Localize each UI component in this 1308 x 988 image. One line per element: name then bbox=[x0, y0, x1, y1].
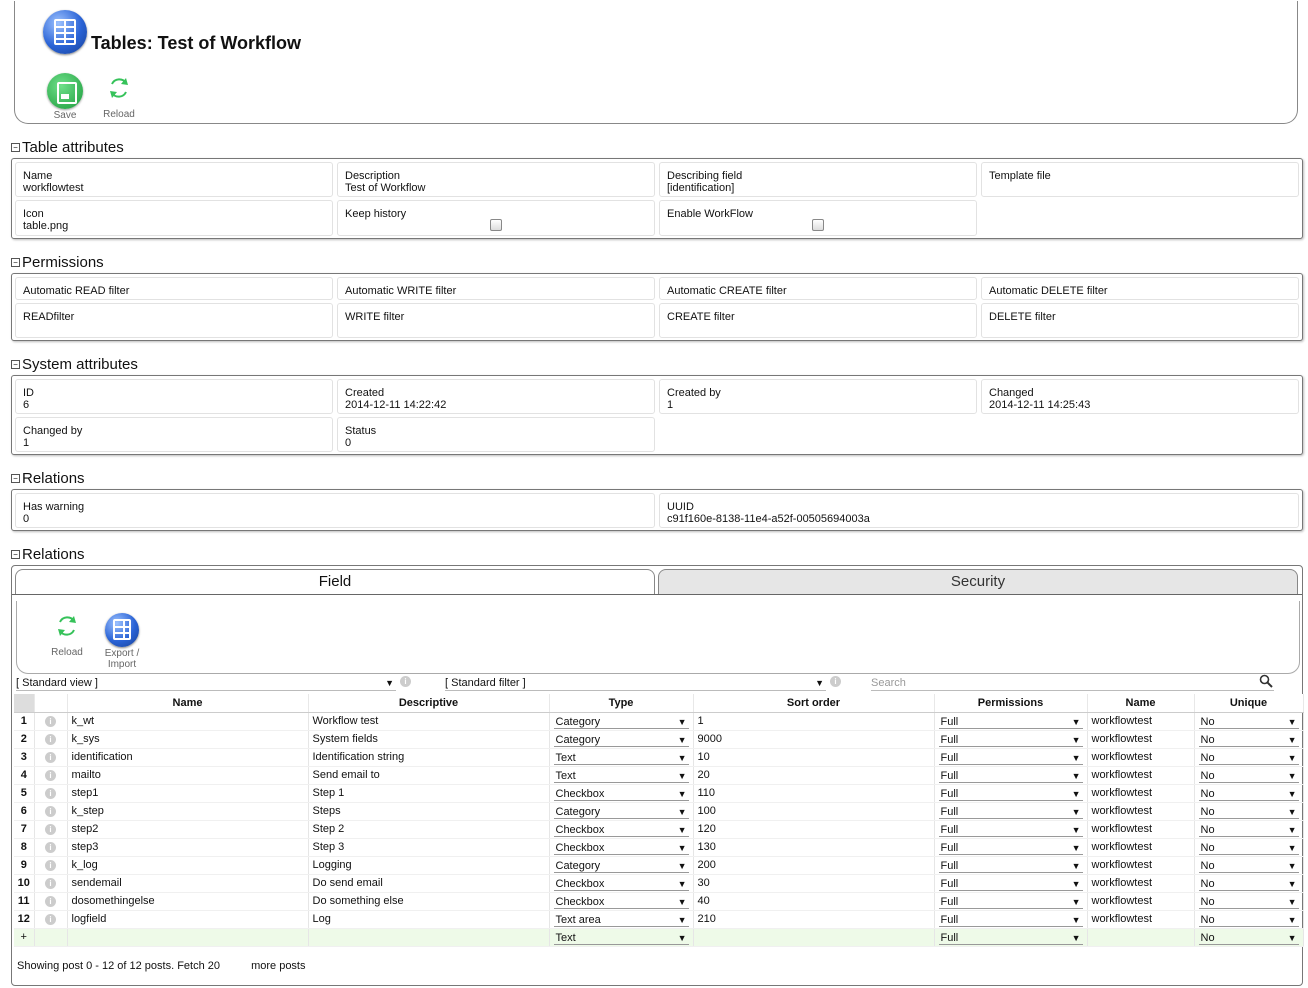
table-row[interactable] bbox=[14, 766, 1303, 784]
relations-panel bbox=[11, 489, 1303, 531]
chevron-down-icon: ▼ bbox=[1287, 897, 1297, 907]
field-name-cell[interactable]: k_log bbox=[67, 856, 308, 874]
permissions-select[interactable]: Full ▼ bbox=[934, 820, 1087, 838]
has-warning-field: Has warning 0 bbox=[15, 493, 655, 528]
row-info-icon[interactable]: i bbox=[45, 842, 56, 853]
row-info-icon[interactable]: i bbox=[45, 788, 56, 799]
grid-reload-label: Reload bbox=[51, 647, 83, 658]
row-number: 2 bbox=[14, 730, 34, 748]
filter-select[interactable]: [ Standard filter ] ▼ bbox=[445, 677, 824, 689]
chevron-down-icon: ▼ bbox=[1287, 861, 1297, 871]
chevron-down-icon: ▼ bbox=[1071, 915, 1081, 925]
collapse-icon[interactable]: − bbox=[11, 550, 20, 559]
unique-select[interactable]: No ▼ bbox=[1194, 802, 1303, 820]
chevron-down-icon: ▼ bbox=[1287, 735, 1297, 745]
created-by-field: Created by 1 bbox=[659, 379, 977, 414]
row-number: 10 bbox=[14, 874, 34, 892]
table-name-cell: workflowtest bbox=[1087, 820, 1194, 838]
auto-read-filter[interactable]: Automatic READ filter bbox=[15, 277, 333, 300]
row-number: 9 bbox=[14, 856, 34, 874]
add-row-marker: + bbox=[14, 928, 34, 946]
sort-order-cell[interactable]: 30 bbox=[693, 874, 934, 892]
field-name-cell[interactable]: step2 bbox=[67, 820, 308, 838]
row-number: 11 bbox=[14, 892, 34, 910]
read-filter[interactable]: READfilter bbox=[15, 303, 333, 338]
sort-order-cell[interactable]: 130 bbox=[693, 838, 934, 856]
chevron-down-icon: ▼ bbox=[1287, 843, 1297, 853]
chevron-down-icon: ▼ bbox=[677, 753, 687, 763]
reload-icon bbox=[106, 75, 132, 101]
enable-workflow-checkbox[interactable] bbox=[812, 219, 824, 231]
permissions-select[interactable]: Full ▼ bbox=[934, 748, 1087, 766]
table-header bbox=[14, 694, 1303, 712]
template-file-field[interactable]: Template file bbox=[981, 162, 1299, 197]
created-field: Created 2014-12-11 14:22:42 bbox=[337, 379, 655, 414]
search-icon[interactable] bbox=[1259, 674, 1273, 688]
col-name-header[interactable]: Name bbox=[67, 694, 308, 712]
col-type-header[interactable]: Type bbox=[549, 694, 693, 712]
chevron-down-icon: ▼ bbox=[677, 825, 687, 835]
chevron-down-icon: ▼ bbox=[1287, 717, 1297, 727]
chevron-down-icon: ▼ bbox=[677, 717, 687, 727]
sort-order-cell[interactable]: 9000 bbox=[693, 730, 934, 748]
row-info-icon[interactable]: i bbox=[45, 752, 56, 763]
type-select[interactable]: Category ▼ bbox=[549, 856, 693, 874]
grid-footer bbox=[17, 960, 306, 972]
permissions-select[interactable]: Full ▼ bbox=[934, 856, 1087, 874]
table-name-cell: workflowtest bbox=[1087, 838, 1194, 856]
type-select[interactable]: Checkbox ▼ bbox=[549, 838, 693, 856]
view-info-icon[interactable]: i bbox=[400, 676, 411, 687]
chevron-down-icon: ▼ bbox=[1071, 717, 1081, 727]
reload-button[interactable] bbox=[99, 73, 139, 120]
chevron-down-icon: ▼ bbox=[1287, 807, 1297, 817]
permissions-select[interactable]: Full ▼ bbox=[934, 838, 1087, 856]
field-name-cell[interactable]: mailto bbox=[67, 766, 308, 784]
auto-write-filter[interactable]: Automatic WRITE filter bbox=[337, 277, 655, 300]
unique-select[interactable]: No ▼ bbox=[1194, 712, 1303, 730]
chevron-down-icon: ▼ bbox=[677, 879, 687, 889]
type-select[interactable]: Text area ▼ bbox=[549, 910, 693, 928]
type-select[interactable]: Checkbox ▼ bbox=[549, 784, 693, 802]
chevron-down-icon: ▼ bbox=[677, 789, 687, 799]
field-name-cell[interactable]: dosomethingelse bbox=[67, 892, 308, 910]
keep-history-checkbox[interactable] bbox=[490, 219, 502, 231]
type-select[interactable]: Category ▼ bbox=[549, 802, 693, 820]
new-name-cell[interactable] bbox=[67, 928, 308, 946]
chevron-down-icon: ▼ bbox=[1071, 879, 1081, 889]
collapse-icon[interactable]: − bbox=[11, 474, 20, 483]
description-field[interactable]: Description Test of Workflow bbox=[337, 162, 655, 197]
chevron-down-icon: ▼ bbox=[677, 861, 687, 871]
save-label: Save bbox=[53, 110, 77, 121]
field-descriptive-cell[interactable]: Step 3 bbox=[308, 838, 549, 856]
save-icon bbox=[47, 73, 83, 109]
chevron-down-icon: ▼ bbox=[1287, 753, 1297, 763]
unique-select[interactable]: No ▼ bbox=[1194, 838, 1303, 856]
row-info-icon[interactable]: i bbox=[45, 770, 56, 781]
describing-field[interactable]: Describing field [identification] bbox=[659, 162, 977, 197]
field-name-cell[interactable]: step1 bbox=[67, 784, 308, 802]
chevron-down-icon: ▼ bbox=[385, 678, 394, 688]
select-all-header[interactable] bbox=[14, 694, 34, 712]
table-attributes-heading[interactable]: − Table attributes bbox=[11, 139, 124, 156]
name-field[interactable]: Name workflowtest bbox=[15, 162, 333, 197]
row-info-icon[interactable]: i bbox=[45, 914, 56, 925]
type-select[interactable]: Text ▼ bbox=[549, 766, 693, 784]
search-input[interactable]: Search bbox=[871, 677, 1274, 691]
sort-order-cell[interactable]: 40 bbox=[693, 892, 934, 910]
permissions-heading[interactable]: − Permissions bbox=[11, 254, 104, 271]
fields-table bbox=[14, 694, 1304, 947]
delete-filter[interactable]: DELETE filter bbox=[981, 303, 1299, 338]
chevron-down-icon: ▼ bbox=[677, 897, 687, 907]
status-field: Status 0 bbox=[337, 417, 655, 452]
more-posts-link[interactable]: more posts bbox=[251, 960, 306, 972]
chevron-down-icon: ▼ bbox=[1071, 861, 1081, 871]
new-sort-order-cell[interactable] bbox=[693, 928, 934, 946]
create-filter[interactable]: CREATE filter bbox=[659, 303, 977, 338]
table-name-cell: workflowtest bbox=[1087, 874, 1194, 892]
enable-workflow-field: Enable WorkFlow bbox=[659, 200, 977, 236]
row-number: 1 bbox=[14, 712, 34, 730]
relations-heading[interactable]: − Relations bbox=[11, 470, 85, 487]
sort-order-cell[interactable]: 110 bbox=[693, 784, 934, 802]
collapse-icon[interactable]: − bbox=[11, 360, 20, 369]
table-name-cell: workflowtest bbox=[1087, 856, 1194, 874]
field-descriptive-cell[interactable]: Steps bbox=[308, 802, 549, 820]
chevron-down-icon: ▼ bbox=[1287, 879, 1297, 889]
collapse-icon[interactable]: − bbox=[11, 258, 20, 267]
unique-select[interactable]: No ▼ bbox=[1194, 856, 1303, 874]
table-name-cell: workflowtest bbox=[1087, 802, 1194, 820]
row-info-icon[interactable]: i bbox=[45, 716, 56, 727]
auto-delete-filter[interactable]: Automatic DELETE filter bbox=[981, 277, 1299, 300]
tab-security[interactable]: Security bbox=[658, 569, 1298, 594]
chevron-down-icon: ▼ bbox=[1071, 825, 1081, 835]
system-attributes-heading[interactable]: − System attributes bbox=[11, 356, 138, 373]
table-row[interactable] bbox=[14, 874, 1303, 892]
system-attributes-panel bbox=[11, 375, 1303, 455]
sort-order-cell[interactable]: 10 bbox=[693, 748, 934, 766]
row-number: 8 bbox=[14, 838, 34, 856]
collapse-icon[interactable]: − bbox=[11, 143, 20, 152]
field-descriptive-cell[interactable]: Step 2 bbox=[308, 820, 549, 838]
table-name-cell: workflowtest bbox=[1087, 766, 1194, 784]
table-row[interactable] bbox=[14, 730, 1303, 748]
table-row[interactable] bbox=[14, 838, 1303, 856]
permissions-panel bbox=[11, 273, 1303, 341]
field-descriptive-cell[interactable]: Step 1 bbox=[308, 784, 549, 802]
table-row[interactable] bbox=[14, 748, 1303, 766]
chevron-down-icon: ▼ bbox=[1287, 825, 1297, 835]
field-descriptive-cell[interactable]: Do send email bbox=[308, 874, 549, 892]
tab-field[interactable]: Field bbox=[15, 569, 655, 594]
table-row[interactable] bbox=[14, 802, 1303, 820]
table-attributes-panel bbox=[11, 158, 1303, 239]
chevron-down-icon: ▼ bbox=[677, 771, 687, 781]
table-name-cell: workflowtest bbox=[1087, 910, 1194, 928]
field-name-cell[interactable]: identification bbox=[67, 748, 308, 766]
database-table-icon bbox=[43, 10, 87, 54]
field-name-cell[interactable]: k_wt bbox=[67, 712, 308, 730]
export-import-label: Export / Import bbox=[104, 648, 140, 670]
row-number: 5 bbox=[14, 784, 34, 802]
table-name-cell: workflowtest bbox=[1087, 892, 1194, 910]
table-row[interactable] bbox=[14, 856, 1303, 874]
chevron-down-icon: ▼ bbox=[677, 933, 687, 943]
unique-select[interactable]: No ▼ bbox=[1194, 910, 1303, 928]
save-button[interactable] bbox=[45, 73, 85, 121]
row-info-icon[interactable]: i bbox=[45, 806, 56, 817]
chevron-down-icon: ▼ bbox=[815, 678, 824, 688]
chevron-down-icon: ▼ bbox=[1071, 789, 1081, 799]
new-permissions-select[interactable]: Full ▼ bbox=[934, 928, 1087, 946]
chevron-down-icon: ▼ bbox=[1287, 771, 1297, 781]
row-number: 4 bbox=[14, 766, 34, 784]
unique-select[interactable]: No ▼ bbox=[1194, 784, 1303, 802]
export-import-button[interactable] bbox=[100, 613, 144, 670]
info-header bbox=[34, 694, 67, 712]
new-type-select[interactable]: Text ▼ bbox=[549, 928, 693, 946]
field-descriptive-cell[interactable]: Log bbox=[308, 910, 549, 928]
chevron-down-icon: ▼ bbox=[1071, 933, 1081, 943]
keep-history-field: Keep history bbox=[337, 200, 655, 236]
permissions-select[interactable]: Full ▼ bbox=[934, 910, 1087, 928]
unique-select[interactable]: No ▼ bbox=[1194, 820, 1303, 838]
chevron-down-icon: ▼ bbox=[1071, 771, 1081, 781]
write-filter[interactable]: WRITE filter bbox=[337, 303, 655, 338]
chevron-down-icon: ▼ bbox=[677, 807, 687, 817]
auto-create-filter[interactable]: Automatic CREATE filter bbox=[659, 277, 977, 300]
row-number: 6 bbox=[14, 802, 34, 820]
reload-label: Reload bbox=[103, 109, 135, 120]
view-select[interactable]: [ Standard view ] ▼ bbox=[16, 677, 394, 689]
new-unique-select[interactable]: No ▼ bbox=[1194, 928, 1303, 946]
chevron-down-icon: ▼ bbox=[1287, 915, 1297, 925]
grid-reload-button[interactable] bbox=[47, 613, 87, 658]
grid-toolbar bbox=[16, 601, 1300, 674]
unique-select[interactable]: No ▼ bbox=[1194, 766, 1303, 784]
permissions-select[interactable]: Full ▼ bbox=[934, 892, 1087, 910]
unique-select[interactable]: No ▼ bbox=[1194, 730, 1303, 748]
sort-order-cell[interactable]: 20 bbox=[693, 766, 934, 784]
field-descriptive-cell[interactable]: Do something else bbox=[308, 892, 549, 910]
field-descriptive-cell[interactable]: Send email to bbox=[308, 766, 549, 784]
pagination-status: Showing post 0 - 12 of 12 posts. Fetch 20 bbox=[17, 960, 221, 972]
col-table-name-header[interactable]: Name bbox=[1087, 694, 1194, 712]
chevron-down-icon: ▼ bbox=[1071, 807, 1081, 817]
icon-field[interactable]: Icon table.png bbox=[15, 200, 333, 236]
database-table-icon bbox=[105, 613, 139, 647]
reload-icon bbox=[54, 613, 80, 639]
permissions-select[interactable]: Full ▼ bbox=[934, 766, 1087, 784]
permissions-select[interactable]: Full ▼ bbox=[934, 874, 1087, 892]
chevron-down-icon: ▼ bbox=[1071, 897, 1081, 907]
unique-select[interactable]: No ▼ bbox=[1194, 874, 1303, 892]
row-info-icon[interactable]: i bbox=[45, 860, 56, 871]
unique-select[interactable]: No ▼ bbox=[1194, 892, 1303, 910]
chevron-down-icon: ▼ bbox=[1071, 753, 1081, 763]
new-row[interactable] bbox=[14, 928, 1303, 946]
row-info-icon[interactable]: i bbox=[45, 878, 56, 889]
table-name-cell: workflowtest bbox=[1087, 712, 1194, 730]
new-descriptive-cell[interactable] bbox=[308, 928, 549, 946]
field-name-cell[interactable]: sendemail bbox=[67, 874, 308, 892]
field-name-cell[interactable]: k_step bbox=[67, 802, 308, 820]
type-select[interactable]: Category ▼ bbox=[549, 712, 693, 730]
type-select[interactable]: Checkbox ▼ bbox=[549, 892, 693, 910]
permissions-select[interactable]: Full ▼ bbox=[934, 784, 1087, 802]
row-info-icon[interactable]: i bbox=[45, 896, 56, 907]
changed-by-field: Changed by 1 bbox=[15, 417, 333, 452]
sort-order-cell[interactable]: 200 bbox=[693, 856, 934, 874]
header-panel bbox=[14, 1, 1298, 124]
row-number: 12 bbox=[14, 910, 34, 928]
table-row[interactable] bbox=[14, 892, 1303, 910]
table-name-cell: workflowtest bbox=[1087, 784, 1194, 802]
table-name-cell: workflowtest bbox=[1087, 748, 1194, 766]
field-name-cell[interactable]: k_sys bbox=[67, 730, 308, 748]
sort-order-cell[interactable]: 120 bbox=[693, 820, 934, 838]
type-select[interactable]: Checkbox ▼ bbox=[549, 820, 693, 838]
chevron-down-icon: ▼ bbox=[1287, 789, 1297, 799]
row-number: 3 bbox=[14, 748, 34, 766]
row-info-icon[interactable]: i bbox=[45, 734, 56, 745]
field-name-cell[interactable]: logfield bbox=[67, 910, 308, 928]
sort-order-cell[interactable]: 100 bbox=[693, 802, 934, 820]
sort-order-cell[interactable]: 210 bbox=[693, 910, 934, 928]
table-name-cell: workflowtest bbox=[1087, 730, 1194, 748]
uuid-field: UUID c91f160e-8138-11e4-a52f-00505694003a bbox=[659, 493, 1299, 528]
permissions-select[interactable]: Full ▼ bbox=[934, 730, 1087, 748]
table-row[interactable] bbox=[14, 784, 1303, 802]
col-descriptive-header[interactable]: Descriptive bbox=[308, 694, 549, 712]
col-unique-header[interactable]: Unique bbox=[1194, 694, 1303, 712]
page-title: Tables: Test of Workflow bbox=[91, 33, 302, 53]
type-select[interactable]: Category ▼ bbox=[549, 730, 693, 748]
type-select[interactable]: Text ▼ bbox=[549, 748, 693, 766]
id-field: ID 6 bbox=[15, 379, 333, 414]
field-descriptive-cell[interactable]: Logging bbox=[308, 856, 549, 874]
chevron-down-icon: ▼ bbox=[1071, 735, 1081, 745]
col-permissions-header[interactable]: Permissions bbox=[934, 694, 1087, 712]
chevron-down-icon: ▼ bbox=[677, 915, 687, 925]
relations-fields-heading[interactable]: − Relations bbox=[11, 546, 85, 563]
field-name-cell[interactable]: step3 bbox=[67, 838, 308, 856]
chevron-down-icon: ▼ bbox=[677, 735, 687, 745]
unique-select[interactable]: No ▼ bbox=[1194, 748, 1303, 766]
row-number: 7 bbox=[14, 820, 34, 838]
table-row[interactable] bbox=[14, 712, 1303, 730]
chevron-down-icon: ▼ bbox=[677, 843, 687, 853]
row-info-icon[interactable]: i bbox=[45, 824, 56, 835]
filter-info-icon[interactable]: i bbox=[830, 676, 841, 687]
permissions-select[interactable]: Full ▼ bbox=[934, 712, 1087, 730]
field-descriptive-cell[interactable]: Identification string bbox=[308, 748, 549, 766]
col-sort-order-header[interactable]: Sort order bbox=[693, 694, 934, 712]
table-row[interactable] bbox=[14, 910, 1303, 928]
sort-order-cell[interactable]: 1 bbox=[693, 712, 934, 730]
field-descriptive-cell[interactable]: Workflow test bbox=[308, 712, 549, 730]
changed-field: Changed 2014-12-11 14:25:43 bbox=[981, 379, 1299, 414]
type-select[interactable]: Checkbox ▼ bbox=[549, 874, 693, 892]
chevron-down-icon: ▼ bbox=[1071, 843, 1081, 853]
permissions-select[interactable]: Full ▼ bbox=[934, 802, 1087, 820]
table-row[interactable] bbox=[14, 820, 1303, 838]
field-descriptive-cell[interactable]: System fields bbox=[308, 730, 549, 748]
chevron-down-icon: ▼ bbox=[1287, 933, 1297, 943]
